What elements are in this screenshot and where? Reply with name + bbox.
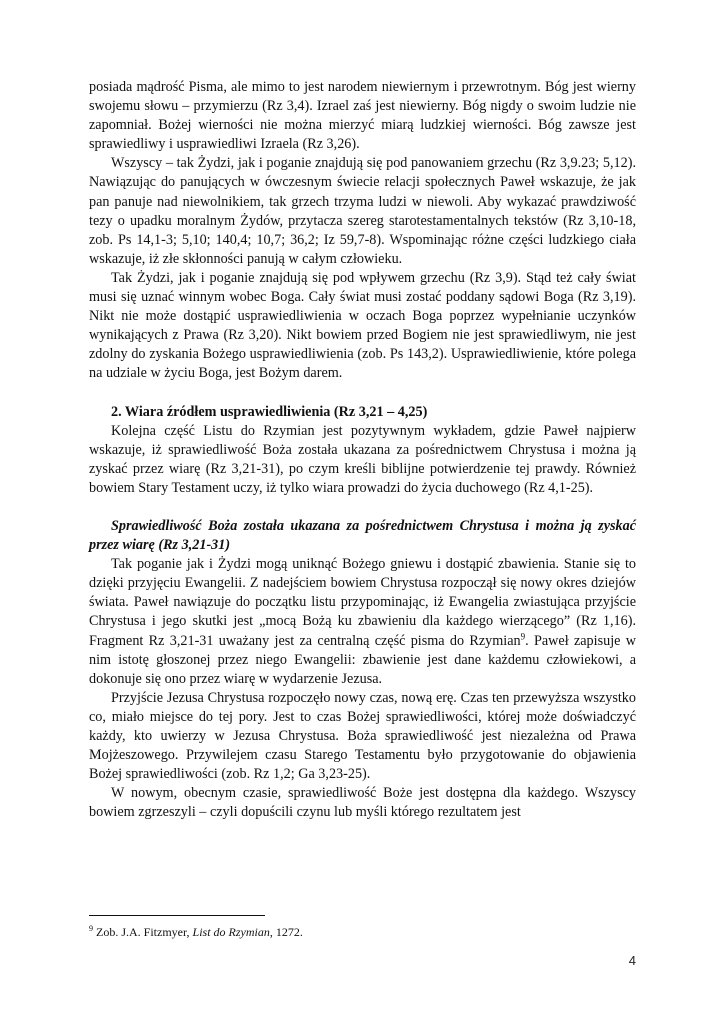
footnote-text: Zob. J.A. Fitzmyer,	[93, 925, 193, 939]
footnote-title: List do Rzymian	[192, 925, 270, 939]
page-body	[89, 78, 636, 822]
footnote	[89, 925, 636, 940]
footnote-reference[interactable]: 9	[520, 630, 526, 641]
paragraph: Wszyscy – tak Żydzi, jak i poganie znajdują się pod panowaniem grzechu (Rz 3,9.23; 5,12). Nawiązując do panujących w ówczesnym świecie relacji społecznych Paweł wskazuje, że jak pan panuje nad niewolnikiem, tak grzech trzyma ludzi w niewoli. Aby wykazać prawdziwość tezy o upadku moralnym Żydów, przytacza szereg starotestamentalnych tekstów (Rz 3,10-18, zob. Ps 14,1-3; 5,10; 140,4; 10,7; 36,2; Iz 59,7-8). Wspominając różne części ludzkiego ciała wskazuje, iż złe skłonności panują w całym człowieku.	[89, 155, 636, 267]
section-heading: 2. Wiara źródłem usprawiedliwienia (Rz 3,21 – 4,25)	[111, 403, 428, 420]
paragraph: Przyjście Jezusa Chrystusa rozpoczęło nowy czas, nową erę. Czas ten przewyższa wszystko co, miało miejsce do tej pory. Jest to czas Bożej sprawiedliwości, której może doświadczyć każdy, kto uwierzy w Jezusa Chrystusa. Boża sprawiedliwość jest niezależna od Prawa Mojżeszowego. Przywilejem czasu Starego Testamentu było przygotowanie do objawienia Bożej sprawiedliwości (zob. Rz 1,2; Ga 3,23-25).	[89, 689, 636, 783]
footnote-text: , 1272.	[269, 925, 303, 939]
paragraph-text: Tak poganie jak i Żydzi mogą uniknąć Bożego gniewu i dostąpić zbawienia. Stanie się to dzięki przyjęciu Ewangelii. Z nadejściem bowiem Chrystusa rozpoczął się nowy okres dziejów świata. Paweł nawiązuje do początku listu przypominając, iż Ewangelia zwiastująca przyjście Chrystusa i jego skutki jest „mocą Bożą ku zbawieniu dla każdego wierzącego” (Rz 1,16). Fragment Rz 3,21-31 uważany jest za centralną część pisma do Rzymian	[89, 556, 636, 649]
paragraph-text: . Paweł zapisuje w nim istotę głoszonej przez niego Ewangelii: zbawienie jest dane każdemu człowiekowi, a dokonuje się ono przez wiarę w wydarzenie Jezusa.	[89, 632, 636, 687]
paragraph: Tak Żydzi, jak i poganie znajdują się pod wpływem grzechu (Rz 3,9). Stąd też cały świat musi się uznać winnym wobec Boga. Cały świat musi zostać poddany sądowi Boga (Rz 3,19). Nikt nie może dostąpić usprawiedliwienia w oczach Boga poprzez wypełnianie uczynków wynikających z Prawa (Rz 3,20). Nikt bowiem przed Bogiem nie jest sprawiedliwym, nie jest zdolny do zyskania Bożego usprawiedliwienia (zob. Ps 143,2). Usprawiedliwienie, które polega na udziale w życiu Boga, jest Bożym darem.	[89, 269, 636, 382]
paragraph	[89, 555, 636, 689]
subsection-heading: Sprawiedliwość Boża została ukazana za pośrednictwem Chrystusa i można ją zyskać przez wiarę (Rz 3,21-31)	[89, 517, 636, 554]
paragraph: posiada mądrość Pisma, ale mimo to jest narodem niewiernym i przewrotnym. Bóg jest wierny swojemu słowu – przymierzu (Rz 3,4). Izrael zaś jest niewierny. Bóg nigdy o swoim ludzie nie zapomniał. Bożej wierności nie można mierzyć miarą ludzkiej wierności. Bóg zawsze jest sprawiedliwy i usprawiedliwi Izraela (Rz 3,26).	[89, 79, 636, 153]
paragraph: Kolejna część Listu do Rzymian jest pozytywnym wykładem, gdzie Paweł najpierw wskazuje, iż sprawiedliwość Boża została ukazana za pośrednictwem Chrystusa i można ją zyskać przez wiarę (Rz 3,21-31), po czym kreśli biblijne potwierdzenie tej prawdy. Również bowiem Stary Testament uczy, iż tylko wiara prowadzi do życia duchowego (Rz 4,1-25).	[89, 422, 636, 496]
paragraph: W nowym, obecnym czasie, sprawiedliwość Boże jest dostępna dla każdego. Wszyscy bowiem zgrzeszyli – czyli dopuścili czynu lub myśli którego rezultatem jest	[89, 785, 636, 821]
footnote-divider	[89, 915, 265, 916]
footnote-number: 9	[89, 924, 93, 933]
page-number: 4	[628, 953, 636, 968]
